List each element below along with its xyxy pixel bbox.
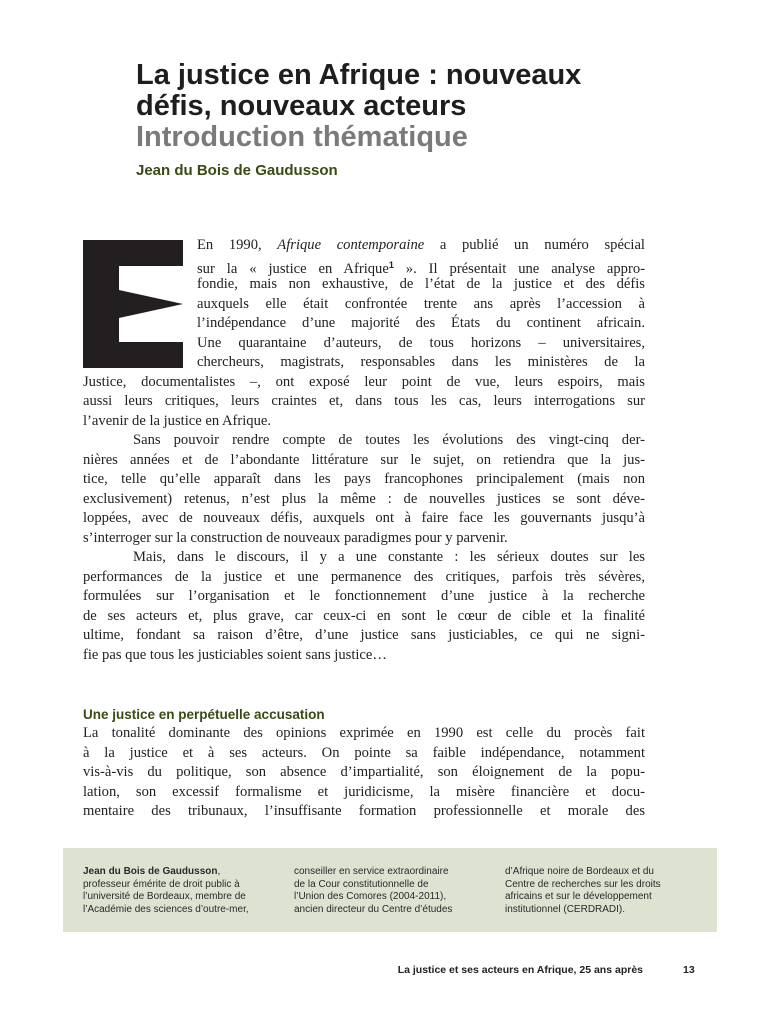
body-line [83,744,645,764]
bio-column-2 [294,866,494,916]
title-line: défis, nouveaux acteurs [136,90,467,122]
body-text-run: ». Il présentait une analyse appro- [393,260,645,277]
body-text-run: a publié un numéro spécial [424,237,645,253]
body-line [83,626,645,646]
body-line [83,607,645,627]
body-text-run: lation, son excessif formalisme et juridicisme, la misère financière et docu- [83,783,645,800]
body-text-run: loppées, avec de nouveaux défis, auxquels ont à faire face les gouvernants jusqu’à [83,510,645,526]
bio-text: professeur émérite de droit public à [83,878,240,890]
body-text-run: formulées sur l’organisation et le fonctionnement d’une justice à la recherche [83,588,645,604]
body-line [197,236,645,256]
bio-text: ancien directeur du Centre d’études [294,903,453,915]
body-line [197,353,645,373]
bio-text: d’Afrique noire de Bordeaux et du [505,866,654,877]
section-heading: Une justice en perpétuelle accusation [83,707,325,722]
body-text-run: l’indépendance d’une majorité des États du continent africain. [197,315,645,331]
bio-text: institutionnel (CERDRADI). [505,903,626,915]
dropcap-e-graphic [83,240,183,368]
body-text-run: auxquels elle était confrontée trente ans après l’accession à [197,295,645,312]
bio-column-1 [83,866,283,916]
body-line [83,373,645,393]
body-line [83,529,508,549]
body-text-run: nières années et de l’abondante littérature sur le sujet, on retiendra que la jus- [83,451,645,468]
body-line [83,451,645,471]
page-number: 13 [683,964,695,976]
body-text-run: Mais, dans le discours, il y a une constante : les sérieux doutes sur les [133,549,645,565]
body-line [83,470,645,490]
bio-text: Centre de recherches sur les droits [505,878,661,890]
body-text-run: Afrique contemporaine [277,237,425,253]
body-text-run: sur la « justice en Afrique [197,260,389,277]
body-line [133,431,645,451]
body-text-run: performances de la justice et une permanence des critiques, parfois très sévères, [83,568,645,585]
bio-text: conseiller en service extraordinaire [294,866,449,877]
body-text-run: ultime, fondant sa raison d’être, d’une justice sans justiciables, ce qui ne signi- [83,627,645,643]
body-text-run: Justice, documentalistes –, ont exposé leur point de vue, leurs espoirs, mais [83,373,645,390]
body-text-run: tice, telle qu’elle apparaît dans les pays francophones principalement (mais non [83,471,645,487]
body-line [197,314,645,334]
body-line [197,275,645,295]
bio-text: l’Union des Comores (2004-2011), [294,891,447,903]
body-line [83,490,645,510]
body-line [83,509,645,529]
title-line: La justice en Afrique : nouveaux [136,59,582,91]
body-line [83,568,645,588]
body-text-run: s’interroger sur la construction de nouveaux paradigmes pour y parvenir. [83,529,508,546]
body-line [83,412,271,432]
body-text-run: exclusivement) retenus, n’est plus la même : de nouvelles justices se sont déve- [83,490,645,507]
dropcap-letter-shape [83,240,183,368]
article-subtitle: Introduction thématique [136,121,468,153]
body-line [83,763,645,783]
body-line [83,783,645,803]
body-text-run: Sans pouvoir rendre compte de toutes les évolutions des vingt-cinq der- [133,432,645,448]
bio-text: l’université de Bordeaux, membre de [83,891,246,903]
footnote-ref: 1 [388,259,394,270]
body-line [83,802,645,822]
body-text-run: l’avenir de la justice en Afrique. [83,412,272,429]
article-author: Jean du Bois de Gaudusson [136,162,338,179]
body-line [83,724,645,744]
body-text-run: de ses acteurs et, plus grave, car ceux-ci en sont le cœur de cible et la finalité [83,607,645,624]
bio-text: , [217,866,221,877]
bio-text: l’Académie des sciences d’outre-mer, [83,903,249,915]
footer-journal-title: La justice et ses acteurs en Afrique, 25 ans après [397,964,643,976]
author-bio-box [63,848,717,932]
body-text-run: aussi leurs critiques, leurs craintes et, dans tous les cas, leurs interrogations sur [83,393,645,409]
body-text-run: chercheurs, magistrats, responsables dans les ministères de la [197,354,645,370]
bio-text: de la Cour constitutionnelle de [294,878,429,890]
body-line [83,392,645,412]
body-line [83,587,645,607]
body-text-run: vis-à-vis du politique, son absence d’impartialité, son éloignement de la popu- [83,764,645,780]
body-text-run: Une quarantaine d’auteurs, de tous horizons – universitaires, [197,334,645,351]
body-text-run: à la justice et à ses acteurs. On pointe sa faible indépendance, notamment [83,744,645,761]
body-text-run: mentaire des tribunaux, l’insuffisante formation professionnelle et morale des [83,803,645,819]
body-text-run: fondie, mais non exhaustive, de l’état de la justice et des défis [197,276,645,292]
body-line [83,646,387,666]
bio-name: Jean du Bois de Gaudusson [83,866,218,877]
bio-column-3 [505,866,705,916]
body-line [197,334,645,354]
body-text-run: En 1990, [197,237,278,253]
article-title [136,60,696,122]
body-line [197,295,645,315]
body-line [133,548,645,568]
body-text-run: La tonalité dominante des opinions exprimée en 1990 est celle du procès fait [83,725,645,741]
bio-text: africains et sur le développement [505,891,652,903]
body-text-run: fie pas que tous les justiciables soient sans justice… [83,646,387,663]
